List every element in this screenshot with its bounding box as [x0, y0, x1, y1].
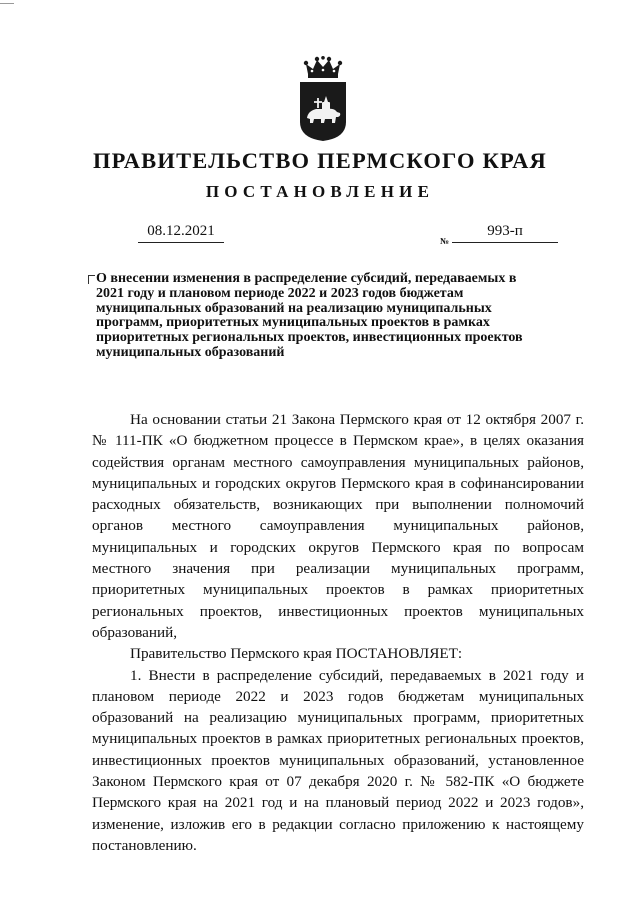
scan-mark [0, 0, 14, 4]
document-body [92, 409, 584, 856]
number-label: № [440, 236, 450, 246]
paragraph-item-1: 1. Внести в распределение субсидий, передаваемых в 2021 году и плановом периоде 2022 и 2023 годов бюджетам муниципальных образований на реализацию муниципальных программ, приоритетных муниципальных проектов в рамках приоритетных региональных проектов, инвестиционных проектов муниципальных образований, установленное Законом Пермского края от 07 декабря 2020 г. № 582-ПК «О бюджете Пермского края на 2021 год и на плановый период 2022 и 2023 годов», изменение, изложив его в редакции согласно приложению к настоящему постановлению. [92, 666, 584, 854]
document-subject: О внесении изменения в распределение субсидий, передаваемых в 2021 году и плановом периоде 2022 и 2023 годов бюджетам муниципальных образований на реализацию муниципальных программ, приоритетных муниципальных проектов в рамках приоритетных региональных проектов, инвестиционных проектов муниципальных образований [96, 271, 523, 360]
government-title: ПРАВИТЕЛЬСТВО ПЕРМСКОГО КРАЯ [92, 148, 548, 173]
document-type: ПОСТАНОВЛЕНИЕ [205, 182, 435, 201]
coat-of-arms-icon [298, 56, 348, 142]
subject-bracket [88, 275, 95, 284]
crown-icon [304, 56, 342, 78]
paragraph-resolution: Правительство Пермского края ПОСТАНОВЛЯЕТ: [130, 645, 463, 663]
document-number: 993-п [452, 223, 558, 243]
document-date: 08.12.2021 [138, 223, 224, 243]
paragraph-basis: На основании статьи 21 Закона Пермского края от 12 октября 2007 г. № 111-ПК «О бюджетном процессе в Пермском крае», в целях оказания содействия органам местного самоуправления муниципальных районов, муниципальных и городских округов Пермского края в софинансировании расходных обязательств, возникающих при выполнении полномочий органов местного самоуправления муниципальных районов, муниципальных и городских округов Пермского края по вопросам местного значения при реализации муниципальных программ, приоритетных муниципальных проектов в рамках приоритетных региональных проектов, инвестиционных проектов муниципальных образований, [92, 411, 584, 641]
